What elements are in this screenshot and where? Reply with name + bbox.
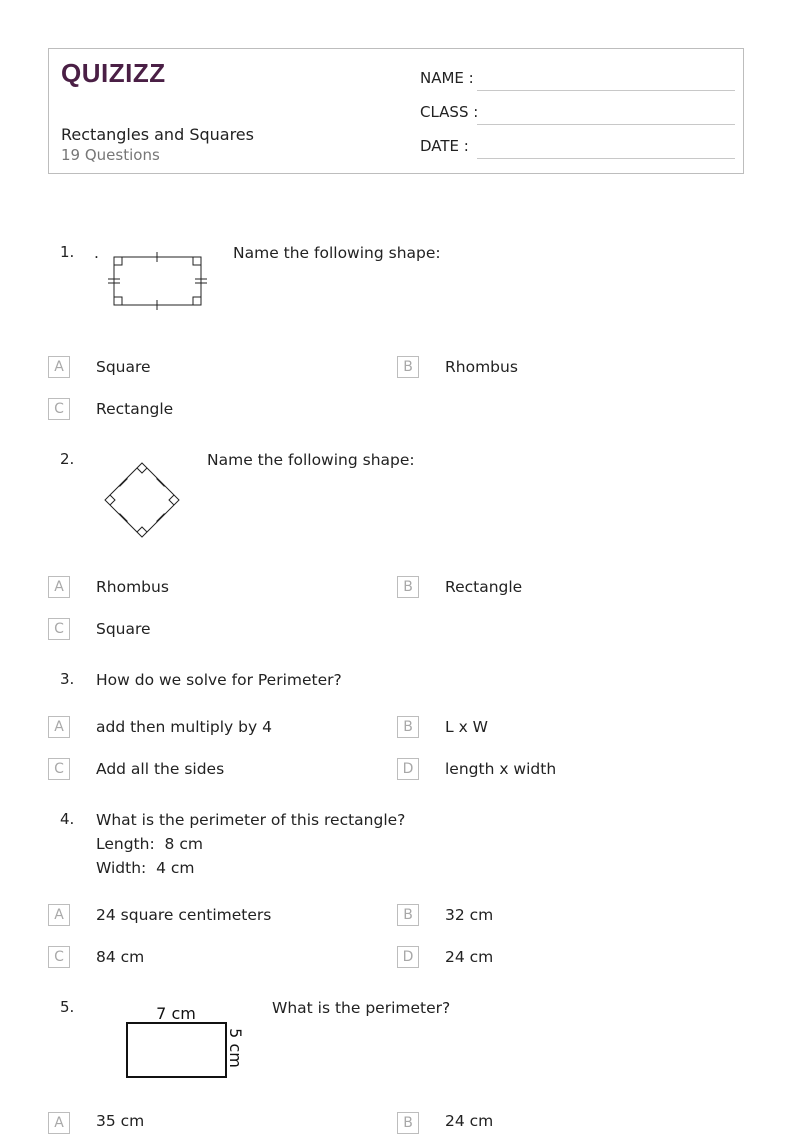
question-text: [96, 808, 405, 880]
option-letter-box[interactable]: B: [397, 1112, 419, 1134]
option-text[interactable]: Square: [96, 358, 151, 376]
name-line[interactable]: [477, 90, 735, 91]
option-text[interactable]: 35 cm: [96, 1112, 145, 1130]
option-text[interactable]: L x W: [445, 718, 488, 736]
option-letter-box[interactable]: C: [48, 758, 70, 780]
date-label: DATE :: [420, 137, 469, 155]
class-label: CLASS :: [420, 103, 479, 121]
option-text[interactable]: Rectangle: [96, 400, 174, 418]
rectangle-figure: [104, 250, 212, 314]
question-text: How do we solve for Perimeter?: [96, 671, 342, 689]
option-letter-box[interactable]: B: [397, 904, 419, 926]
option-text[interactable]: 24 square centimeters: [96, 906, 272, 924]
option-letter-box[interactable]: A: [48, 1112, 70, 1134]
name-label: NAME :: [420, 69, 474, 87]
option-text[interactable]: 84 cm: [96, 948, 145, 966]
labeled-rectangle-figure: [118, 1000, 253, 1085]
option-text[interactable]: Rectangle: [445, 578, 523, 596]
option-letter-box[interactable]: B: [397, 576, 419, 598]
question-text: Name the following shape:: [233, 244, 441, 262]
question-number: 2.: [60, 450, 75, 468]
option-letter-box[interactable]: C: [48, 618, 70, 640]
top-length-label: 7 cm: [156, 1004, 196, 1023]
side-length-label: 5 cm: [226, 1028, 245, 1068]
question-number: 3.: [60, 670, 75, 688]
class-line[interactable]: [477, 124, 735, 125]
worksheet-header: [48, 48, 744, 174]
worksheet-title: Rectangles and Squares: [61, 125, 254, 144]
option-text[interactable]: Rhombus: [445, 358, 518, 376]
date-field: [420, 137, 735, 155]
option-text[interactable]: Add all the sides: [96, 760, 225, 778]
question-text-line: Length: 8 cm: [96, 835, 203, 853]
option-letter-box[interactable]: A: [48, 356, 70, 378]
option-letter-box[interactable]: A: [48, 576, 70, 598]
class-field: [420, 103, 735, 121]
option-text[interactable]: Square: [96, 620, 151, 638]
option-letter-box[interactable]: D: [397, 946, 419, 968]
question-text-line: Width: 4 cm: [96, 859, 195, 877]
option-text[interactable]: add then multiply by 4: [96, 718, 272, 736]
option-text[interactable]: 24 cm: [445, 1112, 494, 1130]
question-text: Name the following shape:: [207, 451, 415, 469]
question-number: 4.: [60, 810, 75, 828]
square-diamond-figure: [100, 458, 184, 542]
question-text-line: What is the perimeter of this rectangle?: [96, 811, 406, 829]
option-text[interactable]: length x width: [445, 760, 557, 778]
option-letter-box[interactable]: C: [48, 946, 70, 968]
quizizz-logo: QUIZIZZ: [61, 58, 166, 88]
date-line[interactable]: [477, 158, 735, 159]
question-number: 5.: [60, 998, 75, 1016]
option-letter-box[interactable]: A: [48, 716, 70, 738]
figure-dot: .: [94, 244, 99, 262]
option-text[interactable]: 24 cm: [445, 948, 494, 966]
question-text: What is the perimeter?: [272, 999, 451, 1017]
option-letter-box[interactable]: B: [397, 356, 419, 378]
name-field: [420, 69, 735, 87]
option-text[interactable]: 32 cm: [445, 906, 494, 924]
option-letter-box[interactable]: D: [397, 758, 419, 780]
question-count: 19 Questions: [61, 146, 160, 164]
option-letter-box[interactable]: B: [397, 716, 419, 738]
option-text[interactable]: Rhombus: [96, 578, 169, 596]
option-letter-box[interactable]: A: [48, 904, 70, 926]
option-letter-box[interactable]: C: [48, 398, 70, 420]
question-number: 1.: [60, 243, 75, 261]
